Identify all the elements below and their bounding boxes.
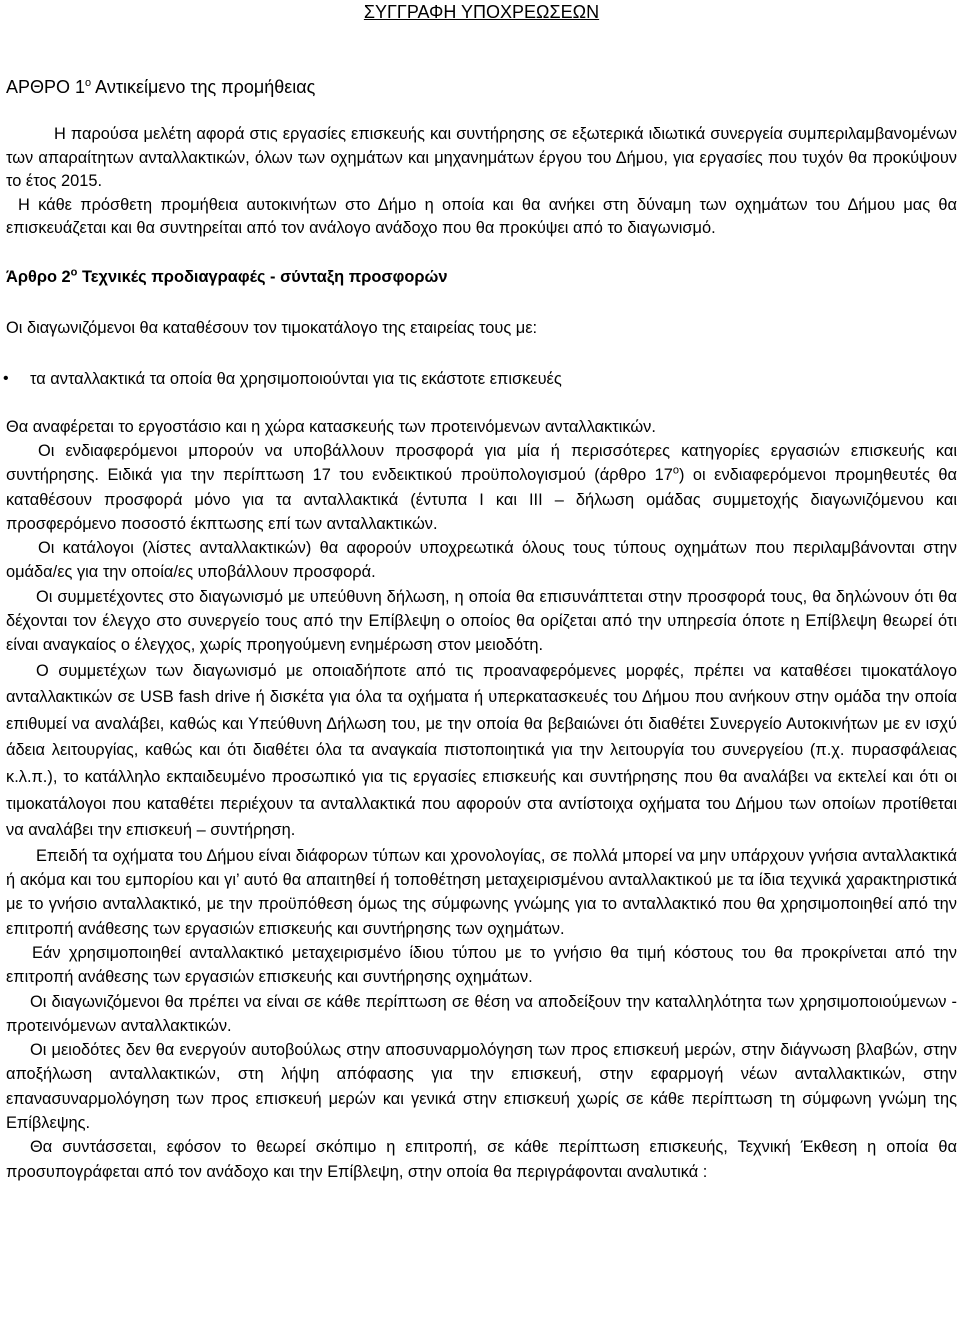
paragraph-interested-sup: ο — [672, 464, 679, 477]
paragraph-catalogs: Οι κατάλογοι (λίστες ανταλλακτικών) θα αφορούν υποχρεωτικά όλους τους τύπους οχημάτων που περιλαμβάνονται στην ομάδα/ες για την οποία/ες υποβάλλουν προσφορά. — [6, 539, 957, 582]
paragraph-able: Οι διαγωνιζόμενοι θα πρέπει να είναι σε κάθε περίπτωση σε θέση να αποδείξουν την καταλληλότητα των χρησιμοποιούμενων - προτεινόμενων ανταλλακτικών. — [6, 992, 957, 1035]
bullet-icon: • — [3, 369, 9, 387]
paragraph-providers: Οι μειοδότες δεν θα ενεργούν αυτοβούλως στην αποσυναρμολόγηση των προς επισκευή μερών, στην διάγνωση βλαβών, στην αποξήλωση ανταλλακτικών, στη λήψη απόφασης για την επισκευή, στην εφαρμογή νέων ανταλλακτικών, στην επανασυναρμολόγηση των προς επισκευή μερών και γενικά στην επισκευή χωρίς σε κάθε περίπτωση τη σύμφωνη γνώμη της Επίβλεψης. — [6, 1041, 957, 1133]
paragraph-participants: Οι συμμετέχοντες στο διαγωνισμό με υπεύθυνη δήλωση, η οποία θα επισυνάπτεται στην προσφορά τους, θα δηλώνουν ότι θα δέχονται τον έλεγχο στο συνεργείο τους από την Επίβλεψη ο οποίος θα ορίζεται από την υπηρεσία όποτε η Επίβλεψη θεωρεί ότι είναι αναγκαίος ο έλεγχος, χωρίς προηγούμενη ενημέρωση στον μειοδότη. — [6, 587, 957, 655]
list-item — [3, 367, 957, 391]
paragraph-interested-part-a: Οι ενδιαφερόμενοι μπορούν να υποβάλλουν προσφορά για μία ή περισσότερες κατηγορίες εργασιών επισκευής και συντήρησης. Ειδικά για την περίπτωση 17 του ενδεικτικού προϋπολογισμού (άρθρο 17 — [6, 441, 957, 485]
paragraph-vehicles: Επειδή τα οχήματα του Δήμου είναι διάφορων τύπων και χρονολογίας, σε πολλά μπορεί να μην υπάρχουν γνήσια ανταλλακτικά ή ακόμα και του εμπορίου και γι’ αυτό θα απαιτηθεί ή τοποθέτηση μεταχειρισμένου ανταλλακτικού με τα ίδια τεχνικά χαρακτηριστικά με το γνήσιο ανταλλακτικό, με την προϋπόθεση όμως της σύμφωνης γνώμης για το ανταλλακτικό που θα χρησιμοποιηθεί από την επιτροπή ανάθεσης των εργασιών επισκευής και συντήρησης των οχημάτων. — [6, 846, 957, 938]
article1-paragraph-2: Η κάθε πρόσθετη προμήθεια αυτοκινήτων στο Δήμο η οποία και θα ανήκει στη δύναμη των οχημάτων του Δήμου μας θα επισκευάζεται και θα συντηρείται από τον ανάλογο ανάδοχο που θα προκύψει από το διαγωνισμό. — [6, 195, 957, 238]
article2-intro: Οι διαγωνιζόμενοι θα καταθέσουν τον τιμοκατάλογο της εταιρείας τους με: — [6, 318, 538, 337]
paragraph-usb: Ο συμμετέχων των διαγωνισμό με οποιαδήποτε από τις προαναφερόμενες μορφές, πρέπει να καταθέσει τιμοκατάλογο ανταλλακτικών σε USB fash drive ή δισκέτα για όλα τα οχήματα ή υπερκατασκευές του Δήμου που ανήκουν στην ομάδα την οποία επιθυμεί να αναλάβει, καθώς και Υπεύθυνη Δήλωση του, με την οποία θα βεβαιώνει ότι διαθέτει Συνεργείο Αυτοκινήτων με εν ισχύ άδεια λειτουργίας, καθώς και ότι διαθέτει όλα τα αναγκαία πιστοποιητικά για την λειτουργία του συνεργείου (π.χ. πυρασφάλειας κ.λ.π.), το κατάλληλο εκπαιδευμένο προσωπικό για τις εργασίες επισκευής και συντήρησης που θα αναλάβει να εκτελεί και ότι οι τιμοκατάλογοι που καταθέτει περιέχουν τα ανταλλακτικά που αφορούν στα αντίστοιχα οχήματα του Δήμου των οποίων προτίθεται να αναλάβει την επισκευή – συντήρηση. — [6, 661, 957, 840]
paragraph-used-parts: Εάν χρησιμοποιηθεί ανταλλακτικό μεταχειρισμένο ίδιου τύπου με το γνήσιο θα τιμή κόστους του θα προκρίνεται από την επιτροπή ανάθεσης των εργασιών επισκευής και συντήρησης οχημάτων. — [6, 943, 957, 987]
document-title: ΣΥΓΓΡΑΦΗ ΥΠΟΧΡΕΩΣΕΩΝ — [363, 2, 600, 22]
paragraph-interested-part-b: ) οι ενδιαφερόμενοι προμηθευτές θα καταθέσουν προσφορά μόνο για τα ανταλλακτικά (έντυπα Ι και ΙΙΙ – δήλωση ομάδας συμμετοχής διαγωνιζόμενου και προσφερόμενο ποσοστό έκπτωσης επί των ανταλλακτικών. — [6, 466, 957, 533]
article2-heading — [6, 265, 957, 289]
article2-heading-post: Τεχνικές προδιαγραφές - σύνταξη προσφορών — [77, 267, 448, 286]
article1-paragraph-1: Η παρούσα μελέτη αφορά στις εργασίες επισκευής και συντήρησης σε εξωτερικά ιδιωτικά συνεργεία συμπεριλαμβανομένων των απαραίτητων ανταλλακτικών, όλων των οχημάτων και μηχανημάτων έργου του Δήμου, για εργασίες που τυχόν θα προκύψουν το έτος 2015. — [6, 125, 957, 191]
article1-heading — [6, 75, 957, 99]
list-item-text: τα ανταλλακτικά τα οποία θα χρησιμοποιούνται για τις εκάστοτε επισκευές — [30, 369, 562, 388]
article1-heading-sup: ο — [85, 77, 92, 89]
article1-heading-post: Αντικείμενο της προμήθειας — [91, 77, 316, 97]
article2-heading-pre: Άρθρο 2 — [6, 267, 71, 286]
paragraph-factory: Θα αναφέρεται το εργοστάσιο και η χώρα κατασκευής των προτεινόμενων ανταλλακτικών. — [6, 417, 656, 436]
paragraph-interested — [6, 439, 957, 536]
article2-heading-sup: ο — [70, 266, 78, 279]
paragraph-report: Θα συντάσσεται, εφόσον το θεωρεί σκόπιμο η επιτροπή, σε κάθε περίπτωση επισκευής, Τεχνική Έκθεση η οποία θα προσυπογράφεται από τον ανάδοχο και την Επίβλεψη, στην οποία θα περιγράφονται αναλυτικά : — [6, 1138, 957, 1181]
article1-heading-pre: ΑΡΘΡΟ 1 — [6, 77, 86, 97]
